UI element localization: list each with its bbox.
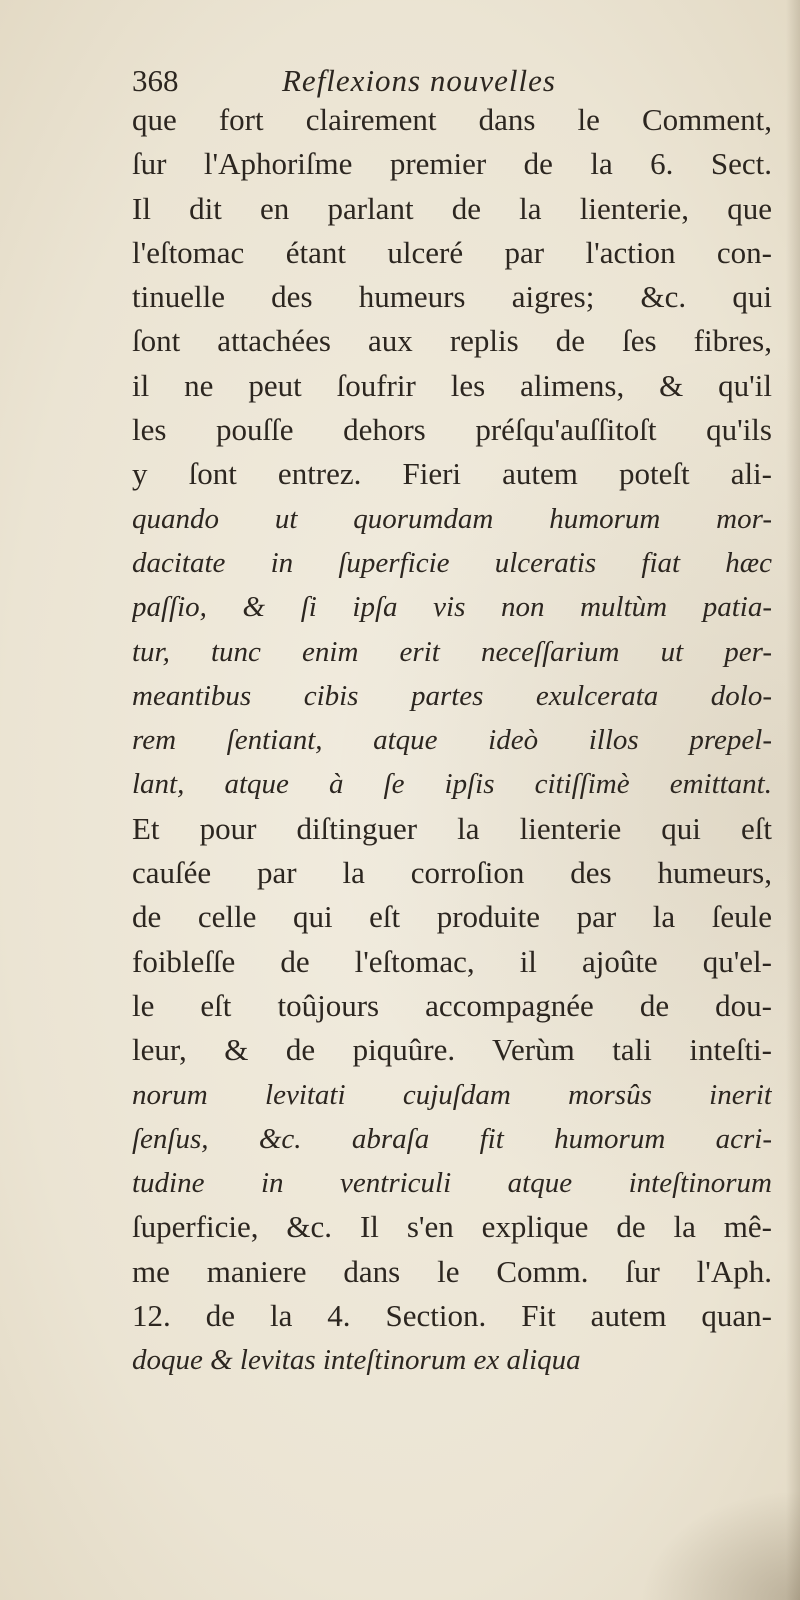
- latin-quote-line: tudine in ventriculi atque inteſtinorum: [132, 1167, 772, 1200]
- text-line: 12. de la 4. Section. Fit autem quan-: [132, 1298, 772, 1334]
- text-line: il ne peut ſoufrir les alimens, & qu'il: [132, 367, 772, 403]
- page-edge-shadow: [786, 0, 800, 1600]
- text-line: Il dit en parlant de la lienterie, que: [132, 190, 772, 226]
- text-line: que fort clairement dans le Comment,: [132, 102, 772, 137]
- latin-quote-line: ſenſus, &c. abraſa fit humorum acri-: [132, 1122, 772, 1155]
- text-line: ſuperficie, &c. Il s'en explique de la mê-: [132, 1209, 772, 1245]
- text-line: ſont attachées aux replis de ſes fibres,: [132, 323, 772, 359]
- text-line: de celle qui eſt produite par la ſeule: [132, 899, 772, 935]
- latin-quote-line: paſſio, & ſi ipſa vis non multùm patia-: [132, 591, 772, 624]
- text-line: leur, & de piquûre. Verùm tali inteſti-: [132, 1032, 772, 1068]
- text-line: l'eſtomac étant ulceré par l'action con-: [132, 234, 772, 270]
- text-line: ſur l'Aphoriſme premier de la 6. Sect.: [132, 146, 772, 182]
- latin-quote-line: norum levitati cujuſdam morsûs inerit: [132, 1078, 772, 1111]
- running-title: Reflexions nouvelles: [282, 63, 556, 98]
- latin-quote-line: quando ut quorumdam humorum mor-: [132, 502, 772, 535]
- text-line: les pouſſe dehors préſqu'auſſitoſt qu'ils: [132, 412, 772, 448]
- page-corner-stain: [640, 1490, 800, 1600]
- latin-quote-line: meantibus cibis partes exulcerata dolo-: [132, 679, 772, 712]
- latin-quote-line: dacitate in ſuperficie ulceratis fiat hæc: [132, 546, 772, 579]
- text-line: me maniere dans le Comm. ſur l'Aph.: [132, 1253, 772, 1289]
- text-line: le eſt toûjours accompagnée de dou-: [132, 987, 772, 1023]
- text-line: y ſont entrez. Fieri autem poteſt ali-: [132, 456, 772, 492]
- latin-quote-line: tur, tunc enim erit neceſſarium ut per-: [132, 635, 772, 668]
- latin-quote-line: doque & levitas inteſtinorum ex aliqua: [132, 1344, 581, 1377]
- text-line: cauſée par la corroſion des humeurs,: [132, 855, 772, 891]
- latin-quote-line: lant, atque à ſe ipſis citiſſimè emittant.: [132, 768, 772, 801]
- body-text: [132, 98, 772, 1383]
- text-line: tinuelle des humeurs aigres; &c. qui: [132, 279, 772, 315]
- page-number: 368: [132, 63, 179, 98]
- latin-quote-line: rem ſentiant, atque ideò illos prepel-: [132, 724, 772, 757]
- text-line: Et pour diſtinguer la lienterie qui eſt: [132, 810, 772, 846]
- text-line: foibleſſe de l'eſtomac, il ajoûte qu'el-: [132, 943, 772, 979]
